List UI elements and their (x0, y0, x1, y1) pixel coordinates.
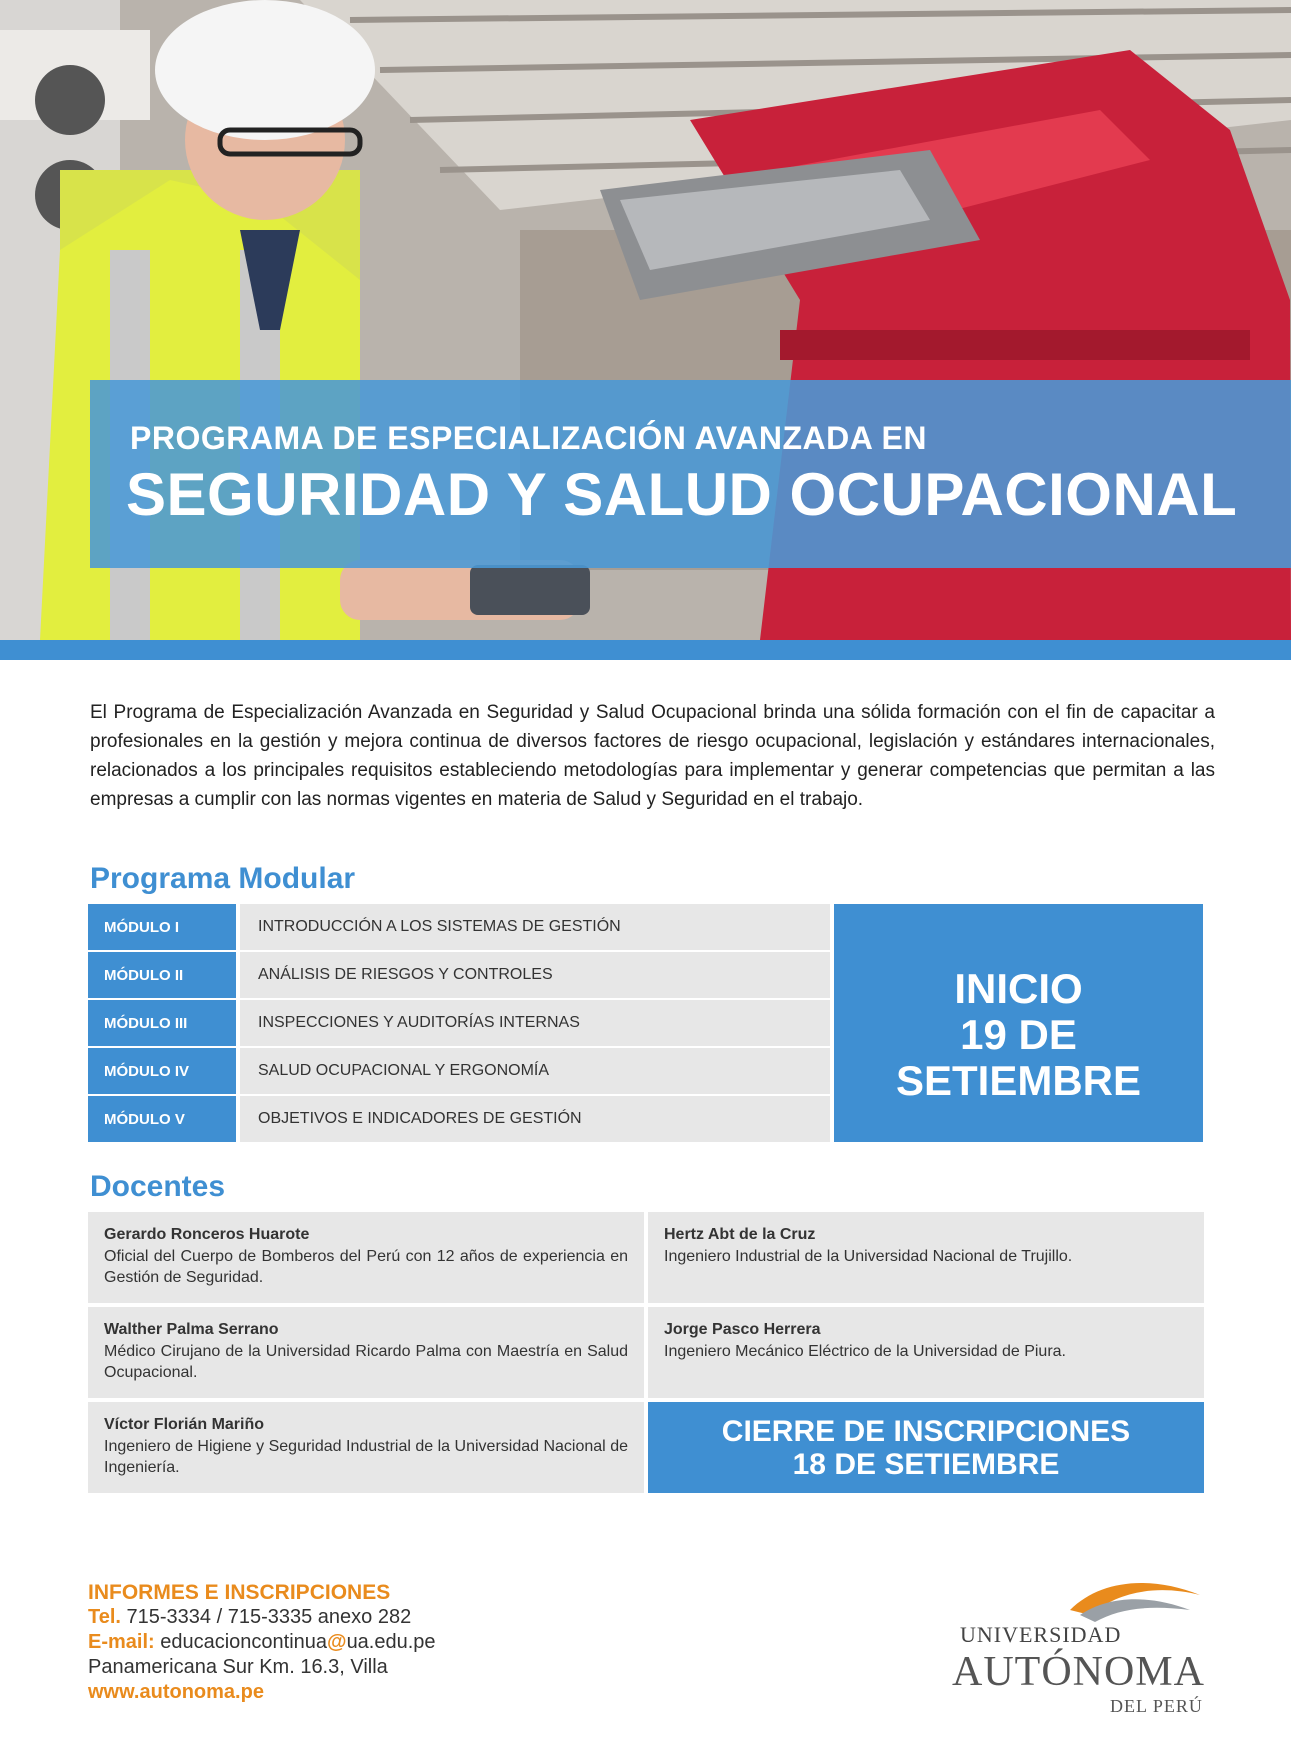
logo-line-2: AUTÓNOMA (952, 1649, 1205, 1695)
registration-close-label: CIERRE DE INSCRIPCIONES (721, 1414, 1131, 1448)
hero-banner (0, 0, 1291, 640)
module-label: MÓDULO IV (88, 1048, 236, 1094)
module-row (88, 1048, 830, 1094)
email-address[interactable]: educacioncontinua@ua.edu.pe (160, 1631, 436, 1653)
teacher-description: Ingeniero Industrial de la Universidad Nacional de Trujillo. (664, 1248, 1073, 1265)
registration-close-date: 18 DE SETIEMBRE (792, 1447, 1060, 1481)
teacher-description: Ingeniero de Higiene y Seguridad Industrial de la Universidad Nacional de Ingeniería. (104, 1438, 628, 1476)
module-label: MÓDULO V (88, 1096, 236, 1142)
teacher-description: Oficial del Cuerpo de Bomberos del Perú con 12 años de experiencia en Gestión de Seguridad. (104, 1248, 628, 1286)
module-label: MÓDULO I (88, 904, 236, 950)
module-name: INSPECCIONES Y AUDITORÍAS INTERNAS (240, 1000, 830, 1046)
address: Panamericana Sur Km. 16.3, Villa (88, 1656, 388, 1678)
teacher-name: Walther Palma Serrano (104, 1321, 279, 1338)
logo-swoosh-icon (950, 1570, 1210, 1630)
university-logo (950, 1570, 1210, 1720)
phone-line (88, 1605, 436, 1630)
teacher-name: Hertz Abt de la Cruz (664, 1226, 816, 1243)
module-name: ANÁLISIS DE RIESGOS Y CONTROLES (240, 952, 830, 998)
module-row (88, 1096, 830, 1142)
teacher-name: Víctor Florián Mariño (104, 1416, 265, 1433)
website-link[interactable]: www.autonoma.pe (88, 1681, 264, 1703)
teacher-description: Médico Cirujano de la Universidad Ricardo Palma con Maestría en Salud Ocupacional. (104, 1343, 628, 1381)
module-label: MÓDULO II (88, 952, 236, 998)
teacher-card (648, 1212, 1204, 1303)
contact-info (88, 1580, 436, 1705)
email-line (88, 1630, 436, 1655)
logo-line-3: DEL PERÚ (1110, 1696, 1203, 1716)
modules-list (88, 904, 830, 1144)
teacher-name: Jorge Pasco Herrera (664, 1321, 821, 1338)
registration-close-box (648, 1402, 1204, 1493)
phone-number[interactable]: 715-3334 / 715-3335 anexo 282 (126, 1606, 412, 1628)
phone-label: Tel. (88, 1606, 121, 1628)
teacher-card (88, 1402, 644, 1493)
intro-paragraph: El Programa de Especialización Avanzada en Seguridad y Salud Ocupacional brinda una sólida formación con el fin de capacitar a profesionales en la gestión y mejora continua de diversos factores de riesgo ocupacional, legislación y estándares internacionales, relacionados a los principales requisitos estableciendo metodologías para implementar y generar competencias que permitan a las empresas a cumplir con las normas vigentes en materia de Salud y Seguridad en el trabajo. (90, 702, 1215, 810)
modules-heading: Programa Modular (90, 862, 356, 895)
module-row (88, 904, 830, 950)
start-date: 19 DE SETIEMBRE (895, 1011, 1142, 1104)
module-name: SALUD OCUPACIONAL Y ERGONOMÍA (240, 1048, 830, 1094)
program-subtitle: PROGRAMA DE ESPECIALIZACIÓN AVANZADA EN (130, 420, 927, 456)
module-label: MÓDULO III (88, 1000, 236, 1046)
teacher-card (88, 1307, 644, 1398)
teacher-card (648, 1307, 1204, 1398)
program-title: SEGURIDAD Y SALUD OCUPACIONAL (126, 461, 1238, 528)
module-name: INTRODUCCIÓN A LOS SISTEMAS DE GESTIÓN (240, 904, 830, 950)
email-label: E-mail: (88, 1631, 155, 1653)
hero-divider (0, 640, 1291, 660)
logo-line-1: UNIVERSIDAD (960, 1622, 1122, 1647)
teacher-name: Gerardo Ronceros Huarote (104, 1226, 310, 1243)
teachers-heading: Docentes (90, 1170, 226, 1203)
teacher-card (88, 1212, 644, 1303)
module-row (88, 952, 830, 998)
teacher-description: Ingeniero Mecánico Eléctrico de la Universidad de Piura. (664, 1343, 1066, 1360)
teachers-grid (88, 1212, 1204, 1493)
start-date-box (834, 904, 1203, 1142)
module-name: OBJETIVOS E INDICADORES DE GESTIÓN (240, 1096, 830, 1142)
start-label: INICIO (954, 965, 1083, 1012)
module-row (88, 1000, 830, 1046)
contact-heading: INFORMES E INSCRIPCIONES (88, 1581, 391, 1604)
